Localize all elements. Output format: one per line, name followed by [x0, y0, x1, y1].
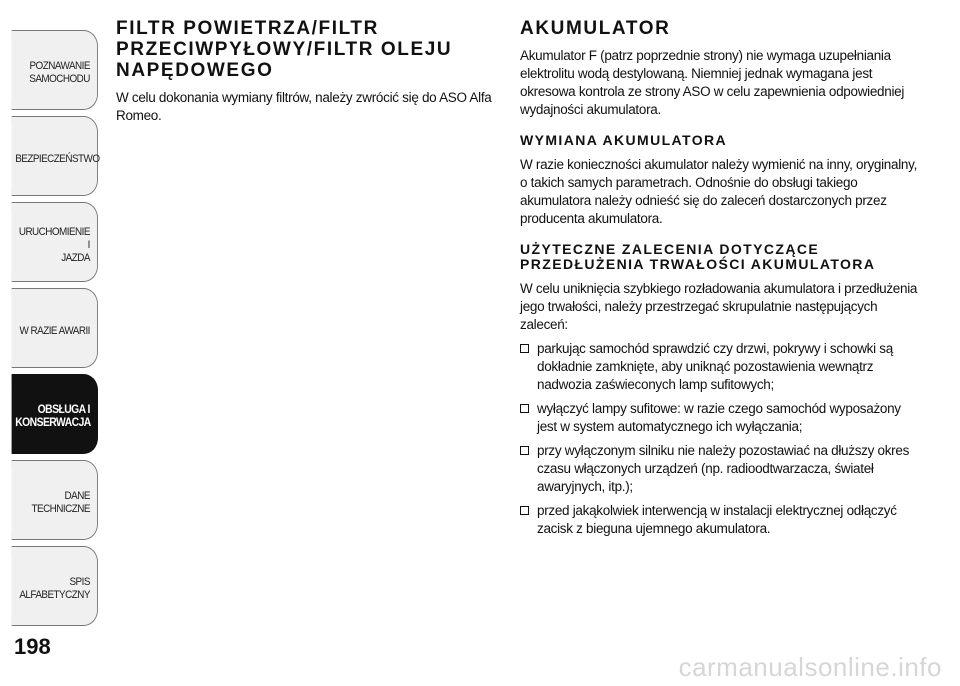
subheading-battery-replacement: WYMIANA AKUMULATORA — [520, 132, 728, 148]
tab-label-line1: OBSŁUGA I — [37, 404, 90, 416]
tab-spis-alfabetyczny[interactable] — [12, 546, 98, 626]
tab-uruchomienie-i-jazda[interactable] — [12, 202, 98, 282]
tab-label-line1: W RAZIE AWARII — [19, 324, 90, 337]
list-item — [520, 442, 920, 496]
list-item-text: przed jakąkolwiek interwencją w instalacji elektrycznej odłączyć zacisk z bieguna ujemnego akumulatora. — [537, 503, 897, 536]
checkbox-bullet-icon — [520, 404, 529, 413]
page-number: 198 — [14, 634, 51, 659]
battery-tips-paragraph: W celu uniknięcia szybkiego rozładowania akumulatora i przedłużenia jego trwałości, należy przestrzegać skrupulatnie następujących zaleceń: — [520, 281, 918, 332]
section-heading-filters: FILTR POWIETRZA/FILTR PRZECIWPYŁOWY/FILTR OLEJU NAPĘDOWEGO — [116, 18, 453, 81]
list-item — [520, 502, 920, 538]
tab-label-line1: URUCHOMIENIE I — [18, 225, 90, 251]
tab-label-line2: KONSERWACJA — [15, 417, 91, 429]
tab-obsluga-i-konserwacja[interactable] — [12, 374, 98, 454]
checkbox-bullet-icon — [520, 446, 529, 455]
checkbox-bullet-icon — [520, 506, 529, 515]
filters-paragraph: W celu dokonania wymiany filtrów, należy zwrócić się do ASO Alfa Romeo. — [116, 90, 492, 123]
battery-tips-list — [520, 340, 920, 538]
list-item-text: przy wyłączonym silniku nie należy pozostawiać na dłuższy okres czasu włączonych urządzeń (np. radioodtwarzacza, świateł awaryjnych, itp.); — [537, 443, 910, 494]
watermark: carmanualsonline.info — [678, 652, 942, 682]
tab-label-line2: SAMOCHODU — [29, 73, 90, 85]
list-item — [520, 340, 920, 394]
list-item-text: wyłączyć lampy sufitowe: w razie czego samochód wyposażony jest w system automatycznego ich wyłączania; — [537, 401, 901, 434]
tab-label-line1: POZNAWANIE — [29, 60, 90, 72]
tab-label-line1: BEZPIECZEŃSTWO — [15, 152, 100, 165]
right-column — [520, 18, 920, 544]
subheading-battery-tips: UŻYTECZNE ZALECENIA DOTYCZĄCE PRZEDŁUŻENIA TRWAŁOŚCI AKUMULATORA — [520, 241, 876, 272]
tab-w-razie-awarii[interactable] — [12, 288, 98, 368]
tab-label-line1: SPIS ALFABETYCZNY — [19, 576, 90, 601]
checkbox-bullet-icon — [520, 344, 529, 353]
tab-bezpieczenstwo[interactable] — [12, 116, 98, 196]
list-item-text: parkując samochód sprawdzić czy drzwi, pokrywy i schowki są dokładnie zamknięte, aby uniknąć pozostawienia wewnątrz nadwozia zaświeconych lamp sufitowych; — [537, 341, 893, 392]
section-heading-battery: AKUMULATOR — [520, 18, 671, 39]
tab-dane-techniczne[interactable] — [12, 460, 98, 540]
tab-label-line1: DANE TECHNICZNE — [31, 490, 90, 515]
left-column — [116, 18, 492, 125]
list-item — [520, 400, 920, 436]
battery-intro-paragraph: Akumulator F (patrz poprzednie strony) nie wymaga uzupełniania elektrolitu wodą destylowaną. Niemniej jednak wymagana jest okresowa kontrola ze strony ASO w celu zapewnienia odpowiedniej wydajności akumulatora. — [520, 48, 905, 117]
battery-replacement-paragraph: W razie konieczności akumulator należy wymienić na inny, oryginalny, o takich samych parametrach. Odnośnie do obsługi takiego akumulatora należy odnieść się do zaleceń dostarczonych przez producenta akumulatora. — [520, 157, 918, 226]
tab-label-line2: JAZDA — [61, 251, 90, 264]
tab-poznawanie-samochodu[interactable] — [12, 30, 98, 110]
